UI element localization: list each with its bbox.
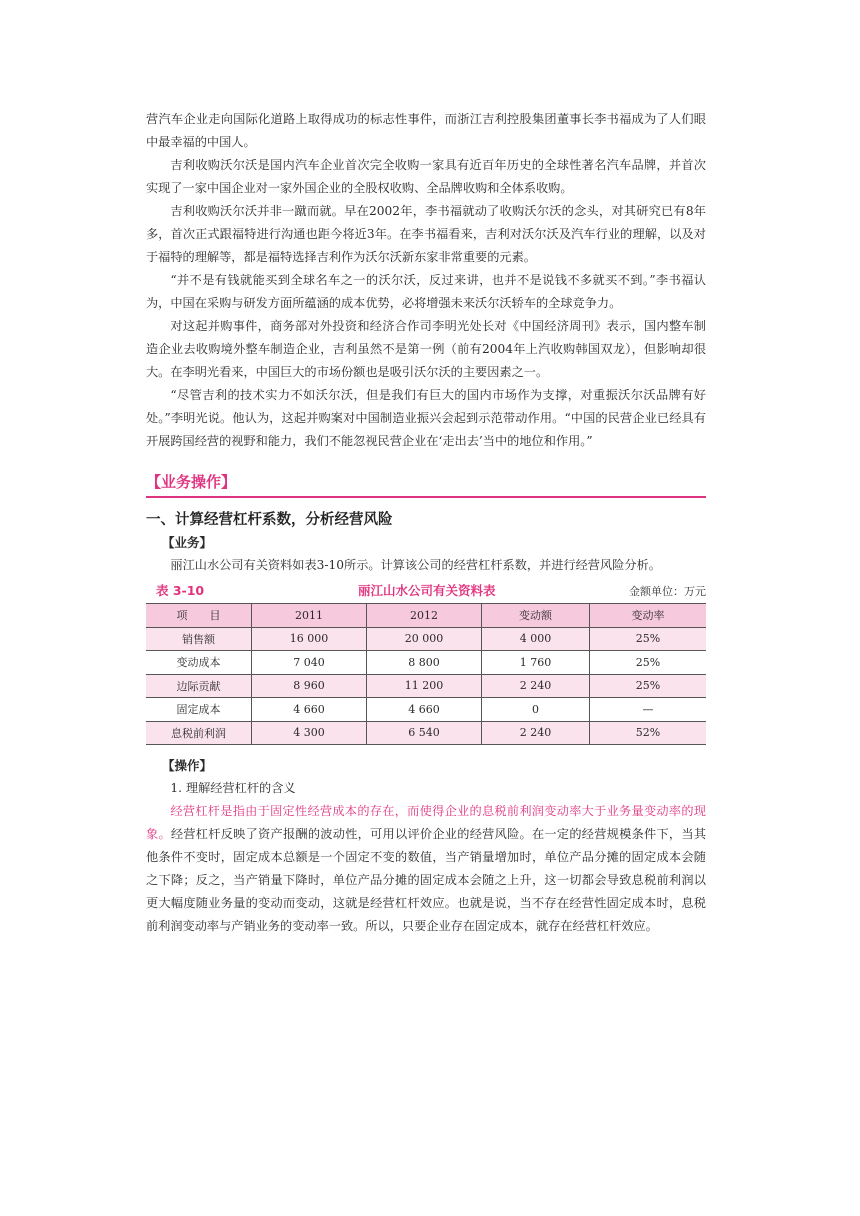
paragraph: “并不是有钱就能买到全球名车之一的沃尔沃，反过来讲，也并不是说钱不多就买不到。”李书福认为，中国在采购与研发方面所蕴涵的成本优势，必将增强未来沃尔沃轿车的全球竞争力。 bbox=[146, 273, 706, 310]
operation-label: 【操作】 bbox=[162, 758, 213, 773]
paragraph: 对这起并购事件，商务部对外投资和经济合作司李明光处长对《中国经济周刊》表示，国内整车制造企业去收购境外整车制造企业，吉利虽然不是第一例（前有2004年上汽收购韩国双龙），但影响却很大。在李明光看来，中国巨大的市场份额也是吸引沃尔沃的主要因素之一。 bbox=[146, 319, 706, 379]
table-number: 表 3-10 bbox=[156, 583, 205, 598]
business-label: 【业务】 bbox=[162, 535, 213, 550]
table-cell: 变动成本 bbox=[146, 651, 252, 675]
table-header-row bbox=[146, 604, 706, 628]
table-cell: 25% bbox=[590, 627, 707, 651]
table-row bbox=[146, 698, 706, 722]
definition-paragraph bbox=[146, 800, 706, 938]
definition-text: 经营杠杆反映了资产报酬的波动性，可用以评价企业的经营风险。在一定的经营规模条件下，当其他条件不变时，固定成本总额是一个固定不变的数值，当产销量增加时，单位产品分摊的固定成本会随之下降；反之，当产销量下降时，单位产品分摊的固定成本会随之上升，这一切都会导致息税前利润以更大幅度随业务量的变动而变动，这就是经营杠杆效应。也就是说，当不存在经营性固定成本时，息税前利润变动率与产销业务的变动率一致。所以，只要企业存在固定成本，就存在经营杠杆效应。 bbox=[146, 827, 707, 933]
table-cell: 20 000 bbox=[367, 627, 482, 651]
table-row bbox=[146, 651, 706, 675]
table-cell: 4 660 bbox=[367, 698, 482, 722]
table-cell: 固定成本 bbox=[146, 698, 252, 722]
table-cell: 8 960 bbox=[252, 674, 367, 698]
header-cell: 变动额 bbox=[482, 604, 590, 628]
table-cell: 25% bbox=[590, 651, 707, 675]
document-page bbox=[146, 108, 706, 938]
section-divider bbox=[146, 496, 706, 498]
table-cell: 8 800 bbox=[367, 651, 482, 675]
table-cell: 边际贡献 bbox=[146, 674, 252, 698]
table-cell: 16 000 bbox=[252, 627, 367, 651]
table-row bbox=[146, 674, 706, 698]
table-cell: 4 000 bbox=[482, 627, 590, 651]
table-cell: 25% bbox=[590, 674, 707, 698]
table-cell: — bbox=[590, 698, 707, 722]
table-cell: 52% bbox=[590, 721, 707, 745]
section-tag bbox=[146, 469, 706, 498]
paragraph: “尽管吉利的技术实力不如沃尔沃，但是我们有巨大的国内市场作为支撑，对重振沃尔沃品牌有好处。”李明光说。他认为，这起并购案对中国制造业振兴会起到示范带动作用。“中国的民营企业已经具有开展跨国经营的视野和能力，我们不能忽视民营企业在‘走出去’当中的地位和作用。” bbox=[146, 388, 706, 448]
step-heading: 1. 理解经营杠杆的含义 bbox=[170, 781, 296, 795]
paragraph: 吉利收购沃尔沃是国内汽车企业首次完全收购一家具有近百年历史的全球性著名汽车品牌，并首次实现了一家中国企业对一家外国企业的全股权收购、全品牌收购和全体系收购。 bbox=[146, 158, 706, 195]
table-cell: 销售额 bbox=[146, 627, 252, 651]
business-text: 丽江山水公司有关资料如表3-10所示。计算该公司的经营杠杆系数，并进行经营风险分析。 bbox=[170, 558, 661, 572]
table-cell: 2 240 bbox=[482, 674, 590, 698]
section-heading: 一、计算经营杠杆系数，分析经营风险 bbox=[146, 512, 393, 528]
data-table bbox=[146, 603, 706, 745]
table-caption bbox=[146, 581, 706, 601]
paragraph: 吉利收购沃尔沃并非一蹴而就。早在2002年，李书福就动了收购沃尔沃的念头，对其研究已有8年多，首次正式跟福特进行沟通也距今将近3年。在李书福看来，吉利对沃尔沃及汽车行业的理解，以及对于福特的理解等，都是福特选择吉利作为沃尔沃新东家非常重要的元素。 bbox=[146, 204, 706, 264]
table-cell: 4 300 bbox=[252, 721, 367, 745]
header-cell: 2011 bbox=[252, 604, 367, 628]
table-cell: 6 540 bbox=[367, 721, 482, 745]
table-unit: 金额单位：万元 bbox=[629, 585, 706, 598]
table-cell: 息税前利润 bbox=[146, 721, 252, 745]
header-cell: 变动率 bbox=[590, 604, 707, 628]
table-row bbox=[146, 627, 706, 651]
table-cell: 0 bbox=[482, 698, 590, 722]
table-title: 丽江山水公司有关资料表 bbox=[358, 583, 496, 598]
table-cell: 11 200 bbox=[367, 674, 482, 698]
table-cell: 7 040 bbox=[252, 651, 367, 675]
header-cell: 2012 bbox=[367, 604, 482, 628]
table-cell: 4 660 bbox=[252, 698, 367, 722]
table-row bbox=[146, 721, 706, 745]
paragraph: 营汽车企业走向国际化道路上取得成功的标志性事件，而浙江吉利控股集团董事长李书福成为了人们眼中最幸福的中国人。 bbox=[146, 112, 706, 149]
table-cell: 2 240 bbox=[482, 721, 590, 745]
definition-highlight: 经营杠杆是指由于固定性经营成本的存在，而使得企业的息税前利润变动率大于业务量变动率的现象。 bbox=[146, 804, 706, 841]
section-tag-label: 【业务操作】 bbox=[146, 473, 237, 491]
header-cell: 项 目 bbox=[146, 604, 252, 628]
table-cell: 1 760 bbox=[482, 651, 590, 675]
